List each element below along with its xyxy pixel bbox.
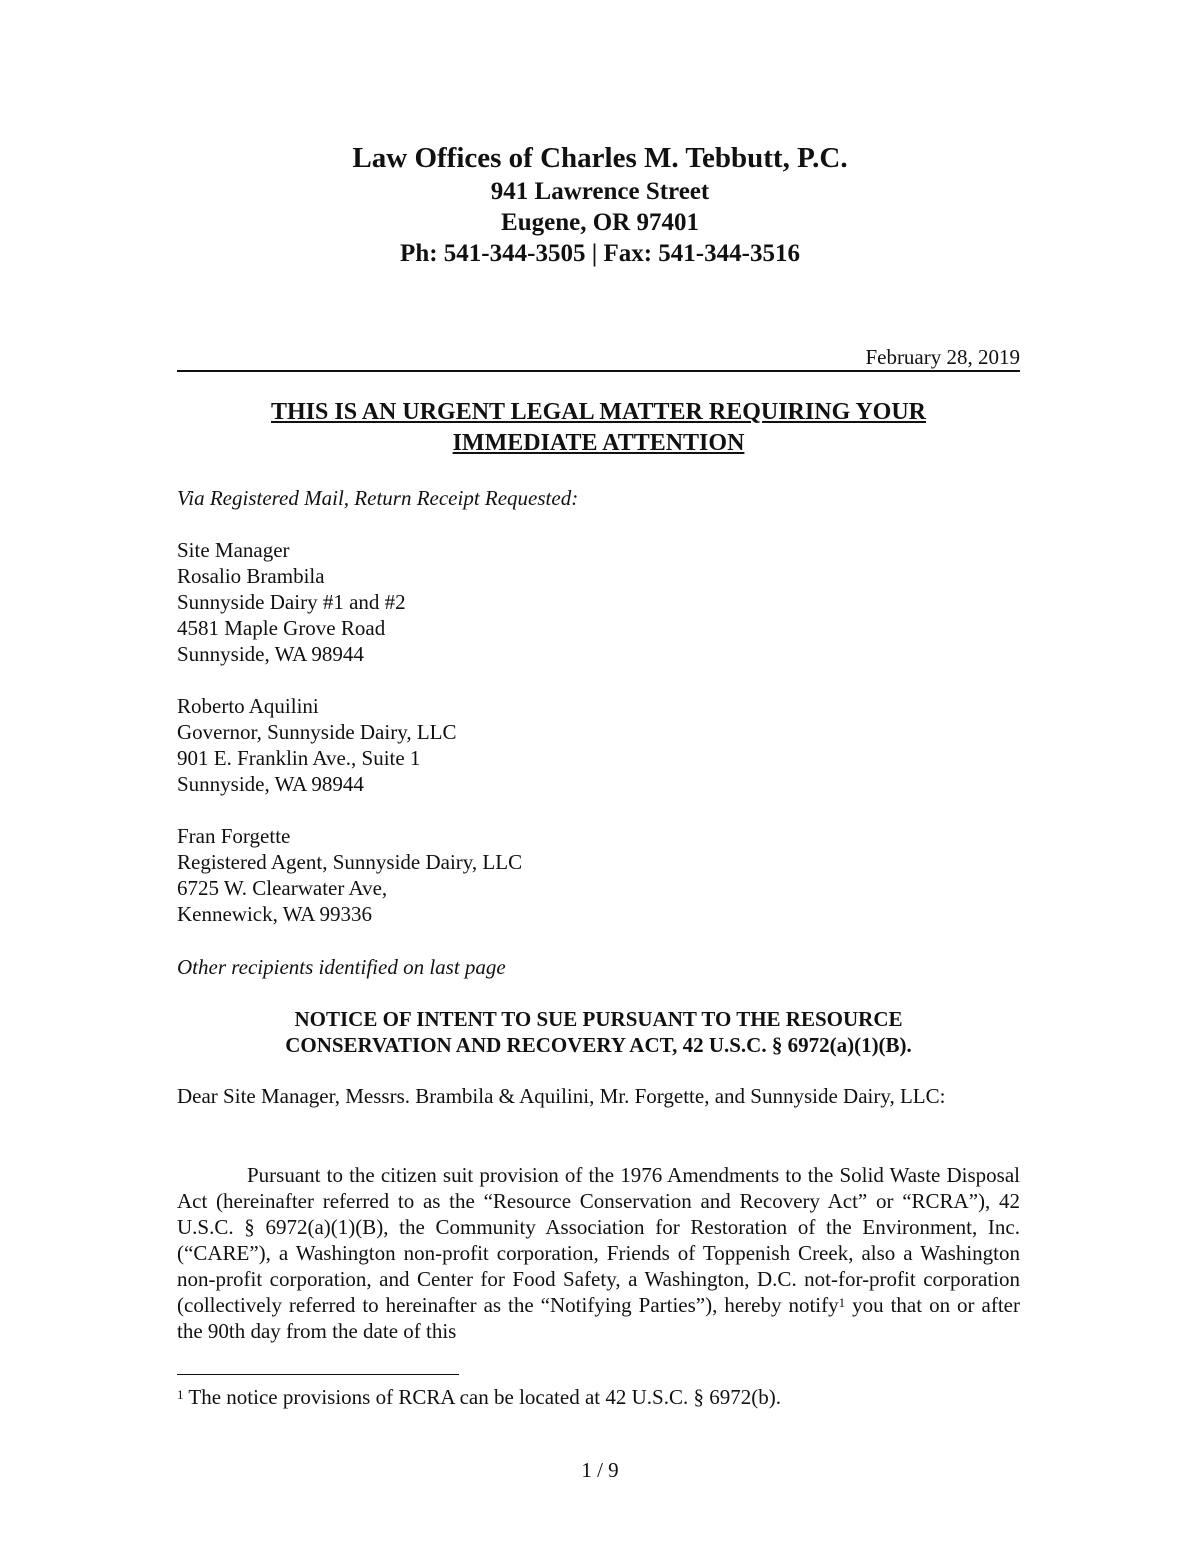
recipient-line: Registered Agent, Sunnyside Dairy, LLC <box>177 850 523 874</box>
recipient-line: Sunnyside, WA 98944 <box>177 642 364 666</box>
firm-contact: Ph: 541-344-3505 | Fax: 541-344-3516 <box>400 240 800 267</box>
urgent-heading-line-1: THIS IS AN URGENT LEGAL MATTER REQUIRING YOUR <box>270 399 927 425</box>
paragraph-text: Pursuant to the citizen suit provision of the 1976 Amendments to the Solid Waste Disposal Act (hereinafter referred to as the “Resource Conservation and Recovery Act” or “RCRA”), 42 U.S.C. § 6972(a)(1)(B), the Community Association for Restoration of the Environment, Inc. (“CARE”), a Washington non-profit corporation, Friends of Toppenish Creek, also a Washington non-profit corporation, and Center for Food Safety, a Washington, D.C. not-for-profit corporation (collectively referred to hereinafter as the “Notifying Parties”), hereby notify <box>177 1163 1020 1317</box>
footnote-divider <box>177 1374 459 1375</box>
salutation: Dear Site Manager, Messrs. Brambila & Aquilini, Mr. Forgette, and Sunnyside Dairy, LLC: <box>177 1084 946 1108</box>
notice-title <box>177 1006 1020 1058</box>
body-paragraph <box>177 1162 1020 1344</box>
paragraph-text-continued: you that on or after the 90th day from the date of this <box>177 1293 1020 1343</box>
recipient-line: Site Manager <box>177 538 290 562</box>
recipient-line: Sunnyside, WA 98944 <box>177 772 364 796</box>
recipient-line: 901 E. Franklin Ave., Suite 1 <box>177 746 421 770</box>
page-number: 1 / 9 <box>581 1458 619 1482</box>
recipient-line: 6725 W. Clearwater Ave, <box>177 876 388 900</box>
recipient-block-3 <box>177 823 777 927</box>
footnote <box>177 1384 1020 1410</box>
letter-date: February 28, 2019 <box>177 344 1020 372</box>
recipient-block-2 <box>177 693 777 797</box>
recipient-line: Sunnyside Dairy #1 and #2 <box>177 590 406 614</box>
urgent-heading-line-2: IMMEDIATE ATTENTION <box>452 430 745 456</box>
recipient-line: Rosalio Brambila <box>177 564 325 588</box>
notice-title-line-2: CONSERVATION AND RECOVERY ACT, 42 U.S.C. § 6972(a)(1)(B). <box>285 1033 912 1057</box>
recipient-line: 4581 Maple Grove Road <box>177 616 386 640</box>
delivery-method: Via Registered Mail, Return Receipt Requested: <box>177 486 579 510</box>
letterhead <box>0 140 1200 269</box>
firm-name: Law Offices of Charles M. Tebbutt, P.C. <box>352 142 848 174</box>
notice-title-line-1: NOTICE OF INTENT TO SUE PURSUANT TO THE RESOURCE <box>294 1007 903 1031</box>
recipient-block-1 <box>177 537 777 667</box>
other-recipients-note: Other recipients identified on last page <box>177 955 506 979</box>
firm-street: 941 Lawrence Street <box>490 178 710 205</box>
footnote-reference[interactable]: 1 <box>838 1295 846 1310</box>
recipient-line: Roberto Aquilini <box>177 694 319 718</box>
footnote-mark: 1 <box>177 1387 184 1402</box>
urgent-heading <box>177 397 1020 459</box>
firm-city: Eugene, OR 97401 <box>501 209 699 236</box>
recipient-line: Governor, Sunnyside Dairy, LLC <box>177 720 457 744</box>
recipient-line: Fran Forgette <box>177 824 291 848</box>
recipient-line: Kennewick, WA 99336 <box>177 902 372 926</box>
footnote-text: The notice provisions of RCRA can be located at 42 U.S.C. § 6972(b). <box>183 1385 781 1409</box>
